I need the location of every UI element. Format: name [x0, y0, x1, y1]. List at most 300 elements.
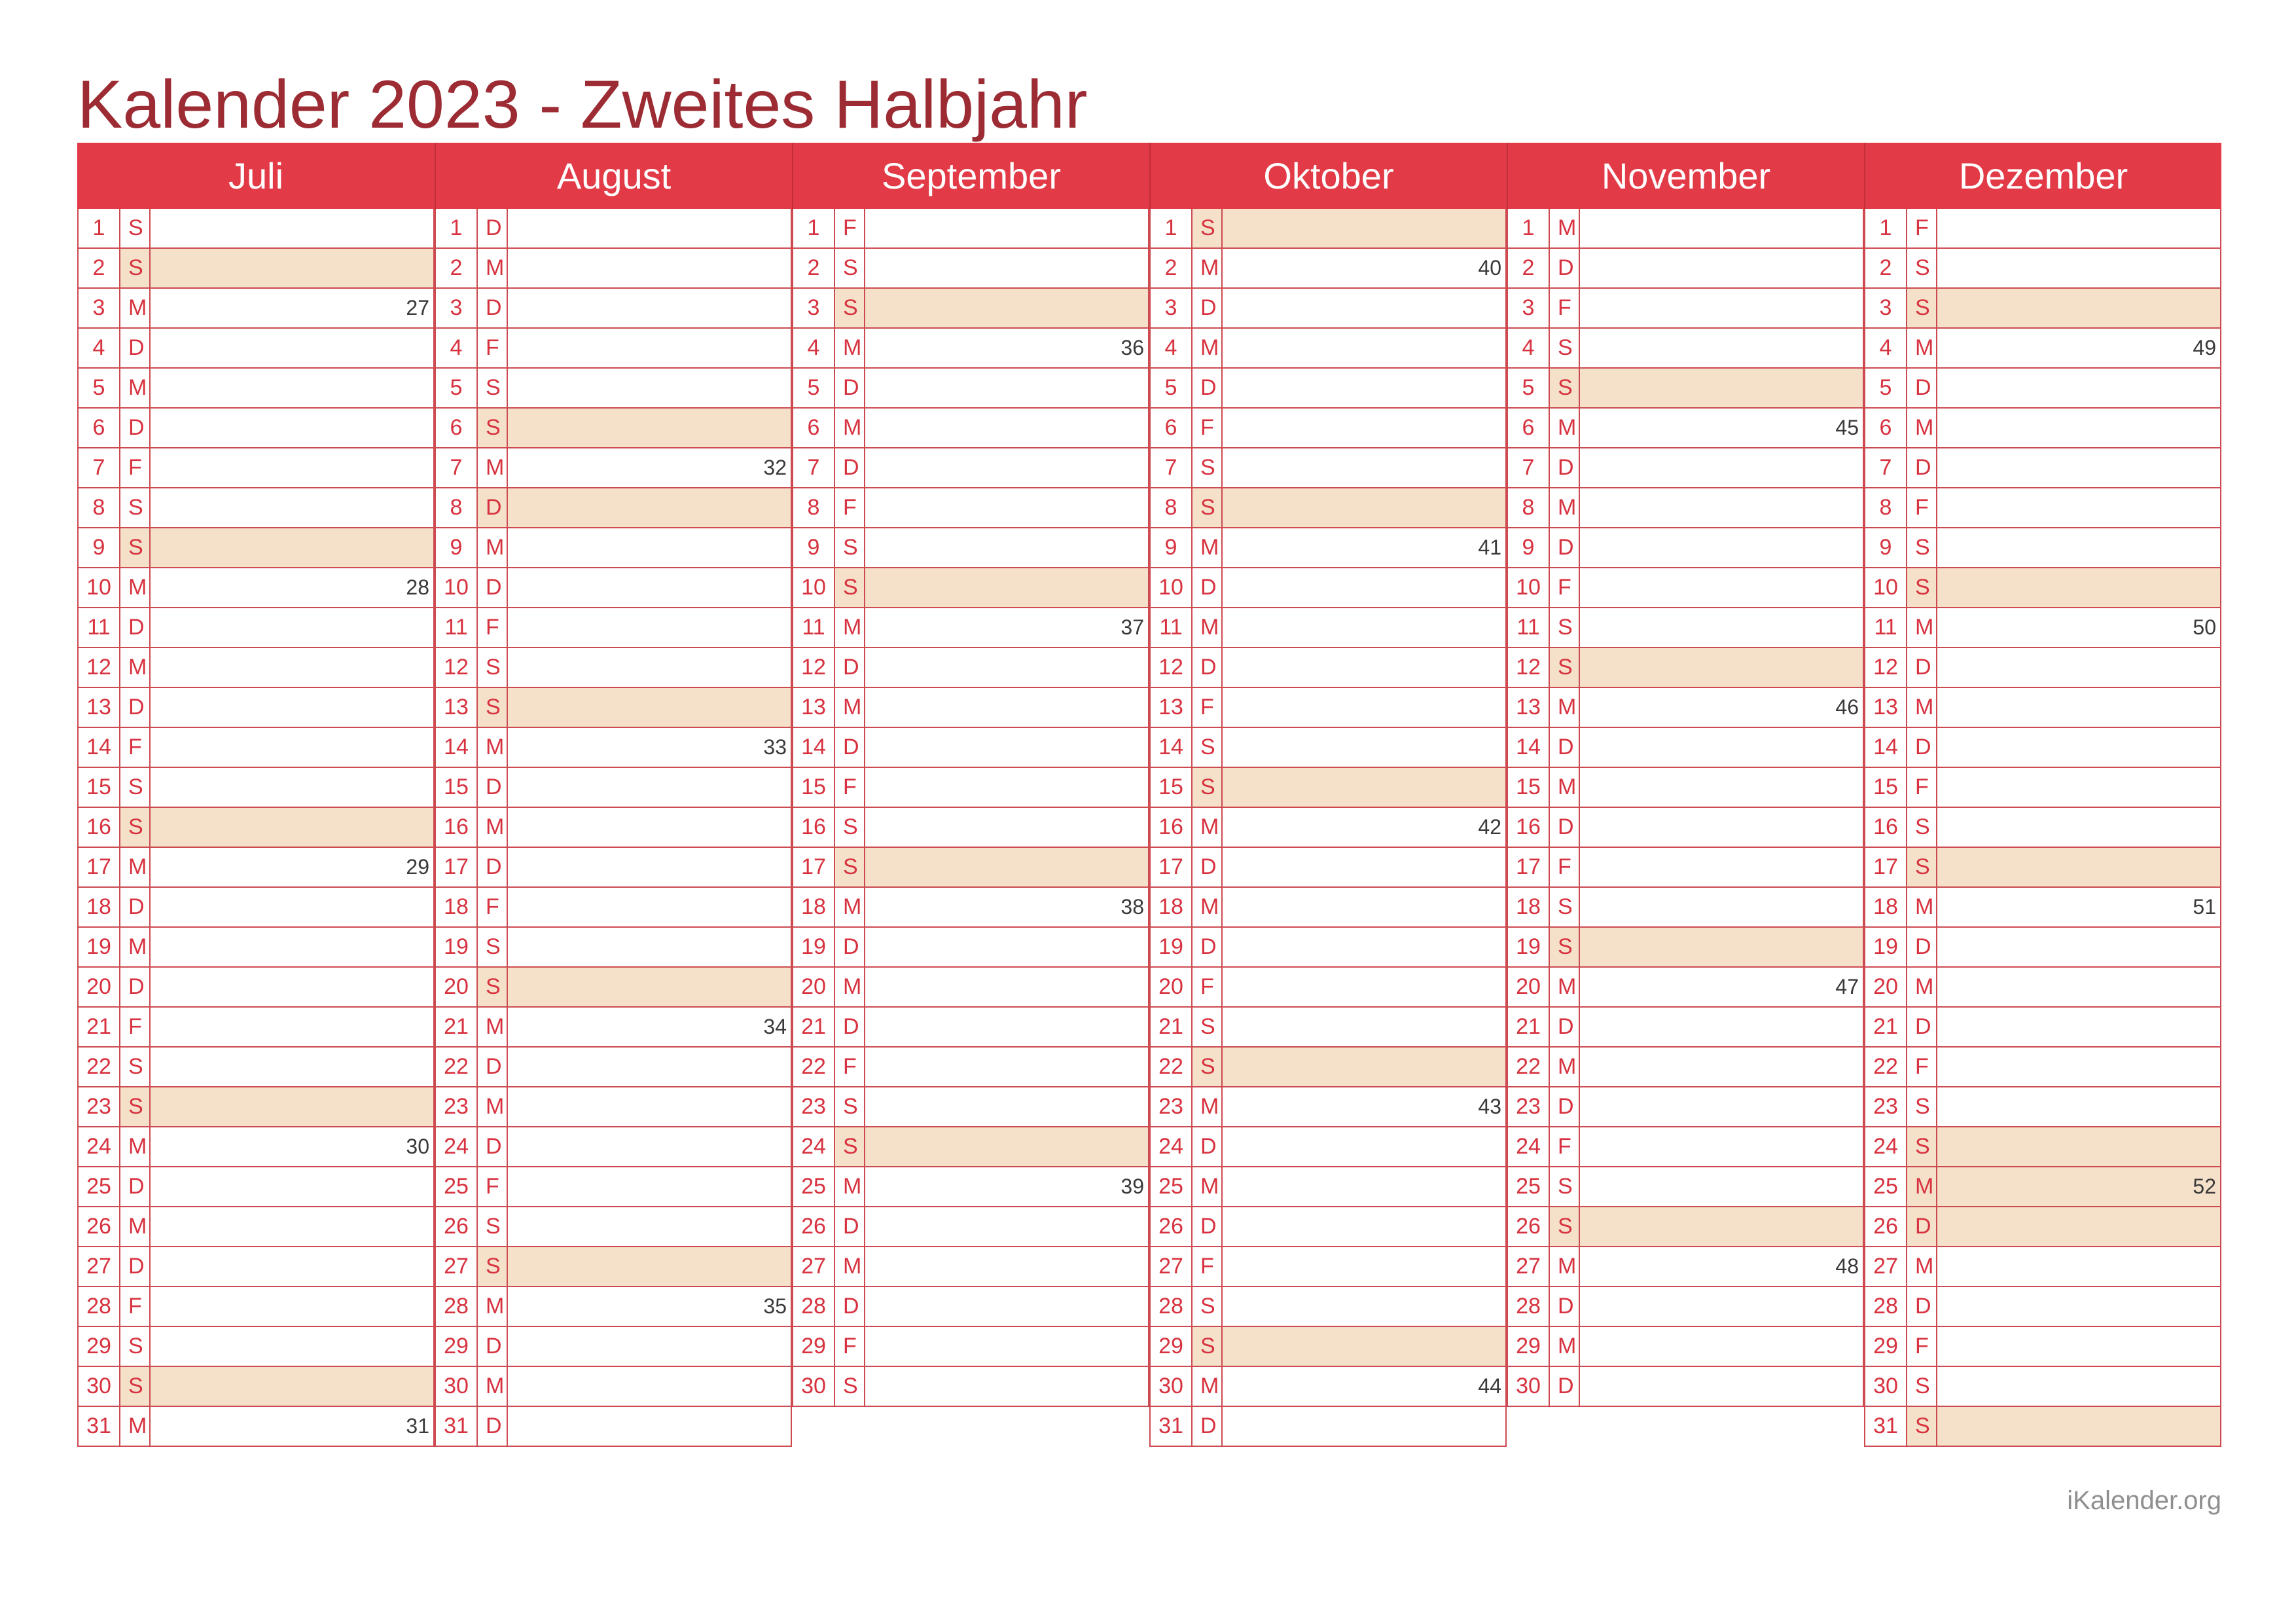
day-row[interactable]	[1507, 688, 1864, 728]
note-cell[interactable]	[1937, 728, 2220, 767]
note-cell[interactable]	[508, 768, 791, 807]
note-cell[interactable]	[865, 648, 1148, 687]
day-row[interactable]	[77, 1367, 435, 1407]
day-row[interactable]	[1864, 488, 2221, 528]
note-cell[interactable]	[1223, 1287, 1505, 1326]
day-row[interactable]	[77, 1127, 435, 1167]
note-cell[interactable]	[1580, 329, 1863, 367]
day-row[interactable]	[1149, 1287, 1507, 1327]
day-row[interactable]	[1864, 608, 2221, 648]
day-row[interactable]	[1864, 528, 2221, 568]
note-cell[interactable]	[508, 928, 791, 966]
note-cell[interactable]	[151, 848, 433, 886]
day-row[interactable]	[1864, 209, 2221, 249]
day-row[interactable]	[1864, 1127, 2221, 1167]
note-cell[interactable]	[508, 528, 791, 567]
note-cell[interactable]	[1223, 968, 1505, 1006]
note-cell[interactable]	[151, 768, 433, 807]
day-row[interactable]	[1149, 1127, 1507, 1167]
note-cell[interactable]	[865, 968, 1148, 1006]
day-row[interactable]	[77, 1327, 435, 1367]
note-cell[interactable]	[1937, 209, 2220, 247]
note-cell[interactable]	[508, 808, 791, 847]
note-cell[interactable]	[508, 848, 791, 886]
day-row[interactable]	[1149, 1087, 1507, 1127]
note-cell[interactable]	[1580, 1247, 1863, 1286]
day-row[interactable]	[1149, 928, 1507, 968]
note-cell[interactable]	[1937, 808, 2220, 847]
note-cell[interactable]	[865, 848, 1148, 886]
note-cell[interactable]	[865, 928, 1148, 966]
day-row[interactable]	[77, 1087, 435, 1127]
note-cell[interactable]	[865, 1127, 1148, 1166]
day-row[interactable]	[1507, 1247, 1864, 1287]
day-row[interactable]	[435, 568, 792, 608]
day-row[interactable]	[1507, 488, 1864, 528]
day-row[interactable]	[1864, 848, 2221, 888]
note-cell[interactable]	[1223, 1008, 1505, 1046]
note-cell[interactable]	[1580, 1287, 1863, 1326]
note-cell[interactable]	[1223, 768, 1505, 807]
note-cell[interactable]	[151, 1127, 433, 1166]
note-cell[interactable]	[1937, 329, 2220, 367]
note-cell[interactable]	[151, 648, 433, 687]
day-row[interactable]	[435, 968, 792, 1008]
day-row[interactable]	[1507, 448, 1864, 488]
note-cell[interactable]	[865, 888, 1148, 926]
note-cell[interactable]	[1580, 768, 1863, 807]
day-row[interactable]	[1149, 768, 1507, 808]
note-cell[interactable]	[1937, 768, 2220, 807]
day-row[interactable]	[77, 968, 435, 1008]
note-cell[interactable]	[151, 329, 433, 367]
note-cell[interactable]	[1223, 1407, 1505, 1446]
note-cell[interactable]	[1223, 369, 1505, 407]
note-cell[interactable]	[151, 528, 433, 567]
day-row[interactable]	[1507, 608, 1864, 648]
day-row[interactable]	[1864, 1407, 2221, 1447]
note-cell[interactable]	[1937, 688, 2220, 727]
day-row[interactable]	[77, 1247, 435, 1287]
note-cell[interactable]	[865, 369, 1148, 407]
day-row[interactable]	[77, 928, 435, 968]
day-row[interactable]	[1507, 728, 1864, 768]
day-row[interactable]	[1864, 329, 2221, 369]
note-cell[interactable]	[1223, 249, 1505, 287]
note-cell[interactable]	[865, 1048, 1148, 1086]
day-row[interactable]	[435, 1207, 792, 1247]
day-row[interactable]	[435, 289, 792, 329]
day-row[interactable]	[1864, 728, 2221, 768]
day-row[interactable]	[77, 1407, 435, 1447]
day-row[interactable]	[435, 409, 792, 448]
note-cell[interactable]	[865, 409, 1148, 447]
note-cell[interactable]	[1223, 1327, 1505, 1366]
note-cell[interactable]	[1580, 848, 1863, 886]
day-row[interactable]	[792, 1287, 1149, 1327]
note-cell[interactable]	[1580, 1008, 1863, 1046]
day-row[interactable]	[1149, 409, 1507, 448]
day-row[interactable]	[1149, 1367, 1507, 1407]
day-row[interactable]	[435, 1087, 792, 1127]
note-cell[interactable]	[865, 768, 1148, 807]
day-row[interactable]	[1149, 1008, 1507, 1048]
note-cell[interactable]	[508, 968, 791, 1006]
day-row[interactable]	[77, 888, 435, 928]
day-row[interactable]	[1864, 1207, 2221, 1247]
note-cell[interactable]	[1580, 369, 1863, 407]
day-row[interactable]	[792, 289, 1149, 329]
day-row[interactable]	[1507, 1207, 1864, 1247]
note-cell[interactable]	[865, 1367, 1148, 1406]
day-row[interactable]	[435, 808, 792, 848]
day-row[interactable]	[792, 1048, 1149, 1087]
day-row[interactable]	[435, 1407, 792, 1447]
day-row[interactable]	[792, 648, 1149, 688]
note-cell[interactable]	[151, 249, 433, 287]
note-cell[interactable]	[1223, 1367, 1505, 1406]
day-row[interactable]	[435, 648, 792, 688]
note-cell[interactable]	[1580, 1167, 1863, 1206]
note-cell[interactable]	[1223, 808, 1505, 847]
note-cell[interactable]	[1937, 528, 2220, 567]
note-cell[interactable]	[865, 1247, 1148, 1286]
day-row[interactable]	[77, 848, 435, 888]
note-cell[interactable]	[1223, 848, 1505, 886]
note-cell[interactable]	[508, 1207, 791, 1246]
day-row[interactable]	[1507, 968, 1864, 1008]
day-row[interactable]	[435, 1008, 792, 1048]
day-row[interactable]	[435, 448, 792, 488]
day-row[interactable]	[1507, 1127, 1864, 1167]
day-row[interactable]	[1149, 1247, 1507, 1287]
day-row[interactable]	[435, 1127, 792, 1167]
note-cell[interactable]	[1937, 1207, 2220, 1246]
note-cell[interactable]	[1937, 249, 2220, 287]
note-cell[interactable]	[151, 568, 433, 607]
day-row[interactable]	[1507, 808, 1864, 848]
day-row[interactable]	[792, 369, 1149, 409]
note-cell[interactable]	[151, 1048, 433, 1086]
day-row[interactable]	[1507, 1167, 1864, 1207]
day-row[interactable]	[1864, 968, 2221, 1008]
note-cell[interactable]	[865, 688, 1148, 727]
note-cell[interactable]	[508, 369, 791, 407]
day-row[interactable]	[1149, 568, 1507, 608]
note-cell[interactable]	[151, 968, 433, 1006]
note-cell[interactable]	[1223, 568, 1505, 607]
note-cell[interactable]	[865, 1327, 1148, 1366]
day-row[interactable]	[1864, 1048, 2221, 1087]
note-cell[interactable]	[508, 289, 791, 327]
day-row[interactable]	[77, 808, 435, 848]
day-row[interactable]	[792, 528, 1149, 568]
note-cell[interactable]	[1223, 488, 1505, 527]
note-cell[interactable]	[1580, 728, 1863, 767]
day-row[interactable]	[435, 728, 792, 768]
day-row[interactable]	[1149, 888, 1507, 928]
day-row[interactable]	[1864, 249, 2221, 289]
note-cell[interactable]	[1223, 728, 1505, 767]
day-row[interactable]	[77, 1207, 435, 1247]
day-row[interactable]	[1149, 1207, 1507, 1247]
day-row[interactable]	[1507, 648, 1864, 688]
day-row[interactable]	[792, 968, 1149, 1008]
note-cell[interactable]	[508, 488, 791, 527]
note-cell[interactable]	[1223, 409, 1505, 447]
day-row[interactable]	[435, 1367, 792, 1407]
day-row[interactable]	[1507, 768, 1864, 808]
note-cell[interactable]	[1580, 409, 1863, 447]
day-row[interactable]	[1864, 1087, 2221, 1127]
day-row[interactable]	[1864, 928, 2221, 968]
note-cell[interactable]	[508, 728, 791, 767]
note-cell[interactable]	[1580, 808, 1863, 847]
day-row[interactable]	[435, 608, 792, 648]
note-cell[interactable]	[151, 1287, 433, 1326]
note-cell[interactable]	[1937, 1247, 2220, 1286]
note-cell[interactable]	[865, 1087, 1148, 1126]
day-row[interactable]	[77, 448, 435, 488]
day-row[interactable]	[1507, 1008, 1864, 1048]
note-cell[interactable]	[1223, 329, 1505, 367]
day-row[interactable]	[1864, 688, 2221, 728]
note-cell[interactable]	[1937, 448, 2220, 487]
day-row[interactable]	[1507, 1367, 1864, 1407]
day-row[interactable]	[435, 329, 792, 369]
note-cell[interactable]	[865, 728, 1148, 767]
day-row[interactable]	[1507, 888, 1864, 928]
day-row[interactable]	[77, 249, 435, 289]
day-row[interactable]	[77, 568, 435, 608]
note-cell[interactable]	[151, 888, 433, 926]
day-row[interactable]	[77, 1048, 435, 1087]
day-row[interactable]	[435, 249, 792, 289]
note-cell[interactable]	[1580, 448, 1863, 487]
note-cell[interactable]	[1580, 1207, 1863, 1246]
day-row[interactable]	[435, 488, 792, 528]
note-cell[interactable]	[865, 249, 1148, 287]
day-row[interactable]	[77, 1287, 435, 1327]
day-row[interactable]	[1507, 209, 1864, 249]
note-cell[interactable]	[1223, 1087, 1505, 1126]
day-row[interactable]	[792, 1008, 1149, 1048]
day-row[interactable]	[792, 608, 1149, 648]
day-row[interactable]	[77, 409, 435, 448]
note-cell[interactable]	[508, 1287, 791, 1326]
day-row[interactable]	[792, 1327, 1149, 1367]
day-row[interactable]	[1864, 768, 2221, 808]
day-row[interactable]	[1149, 289, 1507, 329]
day-row[interactable]	[77, 648, 435, 688]
day-row[interactable]	[77, 488, 435, 528]
day-row[interactable]	[1507, 848, 1864, 888]
note-cell[interactable]	[865, 1167, 1148, 1206]
note-cell[interactable]	[1223, 1247, 1505, 1286]
note-cell[interactable]	[865, 488, 1148, 527]
day-row[interactable]	[792, 688, 1149, 728]
note-cell[interactable]	[865, 289, 1148, 327]
day-row[interactable]	[435, 1327, 792, 1367]
note-cell[interactable]	[151, 808, 433, 847]
day-row[interactable]	[792, 728, 1149, 768]
day-row[interactable]	[1149, 968, 1507, 1008]
day-row[interactable]	[792, 848, 1149, 888]
note-cell[interactable]	[508, 448, 791, 487]
day-row[interactable]	[1507, 528, 1864, 568]
note-cell[interactable]	[1580, 1048, 1863, 1086]
day-row[interactable]	[792, 1207, 1149, 1247]
note-cell[interactable]	[151, 688, 433, 727]
day-row[interactable]	[77, 768, 435, 808]
day-row[interactable]	[435, 688, 792, 728]
day-row[interactable]	[792, 768, 1149, 808]
note-cell[interactable]	[1937, 1008, 2220, 1046]
note-cell[interactable]	[1223, 1167, 1505, 1206]
note-cell[interactable]	[1937, 1407, 2220, 1446]
day-row[interactable]	[77, 608, 435, 648]
day-row[interactable]	[1507, 249, 1864, 289]
day-row[interactable]	[1149, 1407, 1507, 1447]
note-cell[interactable]	[151, 488, 433, 527]
day-row[interactable]	[1149, 249, 1507, 289]
note-cell[interactable]	[1580, 1327, 1863, 1366]
day-row[interactable]	[77, 1167, 435, 1207]
note-cell[interactable]	[1223, 888, 1505, 926]
day-row[interactable]	[1149, 329, 1507, 369]
note-cell[interactable]	[1580, 928, 1863, 966]
note-cell[interactable]	[1937, 888, 2220, 926]
day-row[interactable]	[792, 409, 1149, 448]
day-row[interactable]	[1864, 369, 2221, 409]
day-row[interactable]	[1864, 648, 2221, 688]
note-cell[interactable]	[1223, 1207, 1505, 1246]
day-row[interactable]	[1507, 1327, 1864, 1367]
note-cell[interactable]	[508, 209, 791, 247]
note-cell[interactable]	[1580, 688, 1863, 727]
note-cell[interactable]	[865, 808, 1148, 847]
note-cell[interactable]	[1937, 968, 2220, 1006]
day-row[interactable]	[1149, 848, 1507, 888]
note-cell[interactable]	[865, 209, 1148, 247]
day-row[interactable]	[77, 289, 435, 329]
note-cell[interactable]	[865, 1287, 1148, 1326]
day-row[interactable]	[77, 528, 435, 568]
day-row[interactable]	[1149, 808, 1507, 848]
day-row[interactable]	[1507, 1087, 1864, 1127]
day-row[interactable]	[1149, 488, 1507, 528]
note-cell[interactable]	[865, 528, 1148, 567]
note-cell[interactable]	[151, 1247, 433, 1286]
note-cell[interactable]	[1937, 1087, 2220, 1126]
day-row[interactable]	[1507, 289, 1864, 329]
day-row[interactable]	[1507, 329, 1864, 369]
note-cell[interactable]	[151, 608, 433, 647]
note-cell[interactable]	[1580, 209, 1863, 247]
note-cell[interactable]	[1223, 928, 1505, 966]
day-row[interactable]	[1149, 608, 1507, 648]
note-cell[interactable]	[1937, 1048, 2220, 1086]
note-cell[interactable]	[508, 1087, 791, 1126]
note-cell[interactable]	[508, 568, 791, 607]
day-row[interactable]	[1864, 888, 2221, 928]
day-row[interactable]	[792, 329, 1149, 369]
note-cell[interactable]	[151, 209, 433, 247]
note-cell[interactable]	[1223, 528, 1505, 567]
day-row[interactable]	[1149, 1048, 1507, 1087]
note-cell[interactable]	[508, 1167, 791, 1206]
note-cell[interactable]	[151, 1087, 433, 1126]
note-cell[interactable]	[151, 369, 433, 407]
day-row[interactable]	[1864, 1247, 2221, 1287]
note-cell[interactable]	[865, 1008, 1148, 1046]
note-cell[interactable]	[1580, 488, 1863, 527]
note-cell[interactable]	[508, 888, 791, 926]
note-cell[interactable]	[1223, 1127, 1505, 1166]
note-cell[interactable]	[1937, 1287, 2220, 1326]
note-cell[interactable]	[1937, 1367, 2220, 1406]
day-row[interactable]	[792, 568, 1149, 608]
note-cell[interactable]	[151, 728, 433, 767]
note-cell[interactable]	[151, 1327, 433, 1366]
note-cell[interactable]	[508, 1367, 791, 1406]
day-row[interactable]	[435, 209, 792, 249]
day-row[interactable]	[792, 448, 1149, 488]
day-row[interactable]	[1864, 448, 2221, 488]
day-row[interactable]	[1864, 1167, 2221, 1207]
note-cell[interactable]	[1580, 648, 1863, 687]
note-cell[interactable]	[1223, 209, 1505, 247]
day-row[interactable]	[1149, 1327, 1507, 1367]
day-row[interactable]	[1864, 289, 2221, 329]
note-cell[interactable]	[1223, 1048, 1505, 1086]
note-cell[interactable]	[151, 928, 433, 966]
note-cell[interactable]	[508, 648, 791, 687]
note-cell[interactable]	[865, 568, 1148, 607]
note-cell[interactable]	[1580, 1087, 1863, 1126]
note-cell[interactable]	[1223, 608, 1505, 647]
note-cell[interactable]	[508, 1008, 791, 1046]
day-row[interactable]	[77, 209, 435, 249]
day-row[interactable]	[435, 528, 792, 568]
note-cell[interactable]	[151, 409, 433, 447]
day-row[interactable]	[792, 249, 1149, 289]
note-cell[interactable]	[1937, 409, 2220, 447]
note-cell[interactable]	[151, 1367, 433, 1406]
day-row[interactable]	[1507, 928, 1864, 968]
day-row[interactable]	[1507, 369, 1864, 409]
note-cell[interactable]	[508, 1247, 791, 1286]
day-row[interactable]	[1149, 528, 1507, 568]
note-cell[interactable]	[1937, 648, 2220, 687]
note-cell[interactable]	[1580, 289, 1863, 327]
note-cell[interactable]	[151, 1167, 433, 1206]
note-cell[interactable]	[151, 1407, 433, 1446]
note-cell[interactable]	[151, 448, 433, 487]
note-cell[interactable]	[1580, 528, 1863, 567]
note-cell[interactable]	[1580, 1367, 1863, 1406]
day-row[interactable]	[435, 369, 792, 409]
day-row[interactable]	[1864, 568, 2221, 608]
note-cell[interactable]	[508, 249, 791, 287]
day-row[interactable]	[435, 888, 792, 928]
day-row[interactable]	[1864, 1327, 2221, 1367]
note-cell[interactable]	[1580, 888, 1863, 926]
note-cell[interactable]	[1580, 1127, 1863, 1166]
day-row[interactable]	[792, 888, 1149, 928]
day-row[interactable]	[77, 369, 435, 409]
day-row[interactable]	[77, 1008, 435, 1048]
